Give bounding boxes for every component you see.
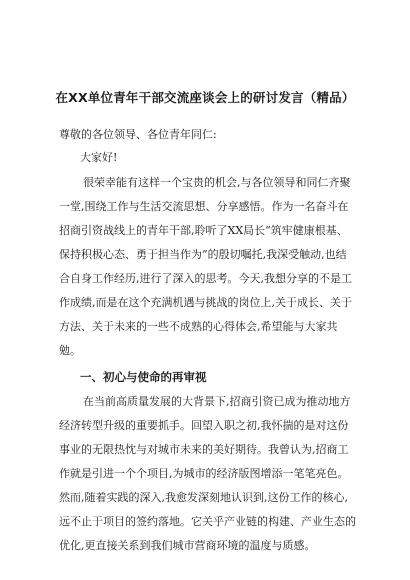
section-line: 作就是引进一个个项目,为城市的经济版图增添一笔笔亮色。 (59, 467, 349, 480)
intro-line: 合自身工作经历,进行了深入的思考。今天,我想分享的不是工 (59, 272, 352, 285)
intro-line: 一堂,围绕工作与生活交流思想、分享感悟。作为一名奋斗在 (59, 200, 349, 213)
intro-line: 很荣幸能有这样一个宝贵的机会,与各位领导和同仁齐聚 (83, 176, 351, 189)
section-line: 远不止于项目的签约落地。它关乎产业链的构建、产业生态的 (59, 515, 356, 528)
document-title: 在XX单位青年干部交流座谈会上的研讨发言（精品） (55, 90, 355, 105)
greeting: 大家好! (80, 151, 118, 164)
intro-line: 作成绩,而是在这个充满机遇与挑战的岗位上,关于成长、关于 (59, 296, 352, 309)
intro-line: 招商引资战线上的青年干部,聆听了XX局长“筑牢健康根基、 (59, 224, 348, 237)
section-line: 经济转型升级的重要抓手。回望入职之初,我怀揣的是对这份 (59, 419, 349, 432)
section-line: 优化,更直接关系到我们城市营商环境的温度与质感。 (59, 539, 316, 552)
intro-line: 方法、关于未来的一些不成熟的心得体会,希望能与大家共 (59, 320, 338, 333)
section-heading: 一、初心与使命的再审视 (80, 370, 207, 384)
section-line: 事业的无限热忱与对城市未来的美好期待。我曾认为,招商工 (59, 443, 349, 456)
section-line: 然而,随着实践的深入,我愈发深刻地认识到,这份工作的核心, (59, 491, 348, 504)
intro-line: 勉。 (59, 344, 81, 357)
section-line: 在当前高质量发展的大背景下,招商引资已成为推动地方 (83, 395, 351, 408)
salutation: 尊敬的各位领导、各位青年同仁: (59, 128, 217, 141)
intro-line: 保持积极心态、勇于担当作为”的殷切嘱托,我深受触动,也结 (59, 248, 347, 261)
